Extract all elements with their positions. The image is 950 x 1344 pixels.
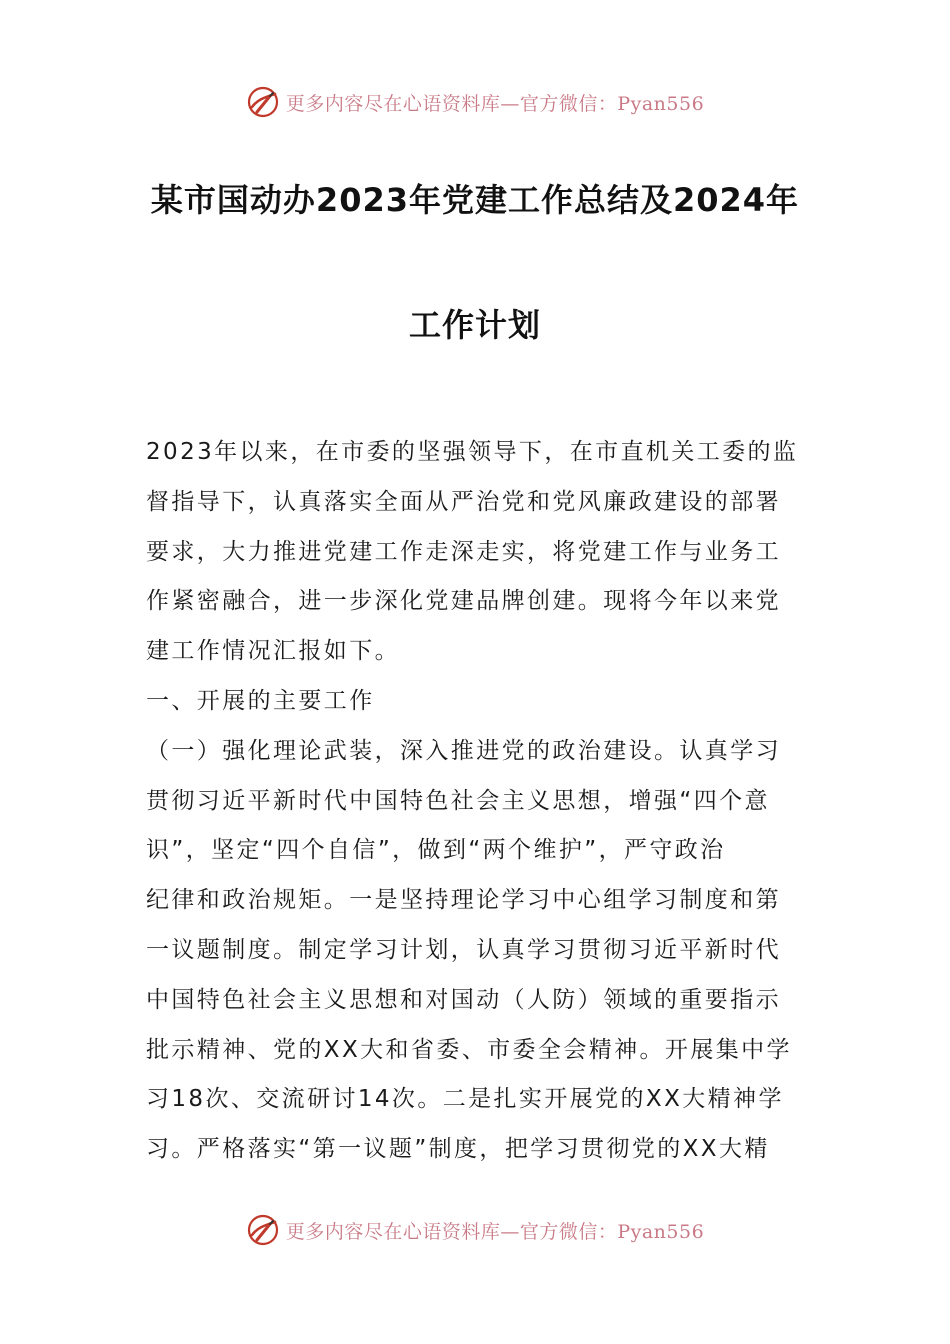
document-title-line1: 某市国动办2023年党建工作总结及2024年 <box>150 181 800 219</box>
document-title-line2: 工作计划 <box>408 306 541 344</box>
section-heading: 一、开展的主要工作 <box>146 687 375 714</box>
header-banner-text: 更多内容尽在心语资料库—官方微信：Pyan556 <box>285 92 705 115</box>
footer-banner-text: 更多内容尽在心语资料库—官方微信：Pyan556 <box>285 1220 705 1243</box>
body-line: 贯彻习近平新时代中国特色社会主义思想，增强“四个意 <box>146 787 770 814</box>
body-line: 中国特色社会主义思想和对国动（人防）领域的重要指示 <box>146 986 781 1013</box>
document-body <box>146 428 806 1175</box>
body-line: 2023年以来，在市委的坚强领导下，在市直机关工委的监 <box>146 439 799 465</box>
body-line: 作紧密融合，进一步深化党建品牌创建。现将今年以来党 <box>146 588 781 615</box>
body-line: 一议题制度。制定学习计划，认真学习贯彻习近平新时代 <box>146 936 781 963</box>
body-line: 督指导下，认真落实全面从严治党和党风廉政建设的部署 <box>146 488 781 515</box>
footer-banner <box>0 1210 950 1250</box>
body-line: 识”，坚定“四个自信”，做到“两个维护”，严守政治 <box>146 837 726 864</box>
body-line: （一）强化理论武装，深入推进党的政治建设。认真学习 <box>146 737 781 764</box>
body-line: 批示精神、党的XX大和省委、市委全会精神。开展集中学 <box>146 1036 792 1063</box>
body-line: 习18次、交流研讨14次。二是扎实开展党的XX大精神学 <box>146 1086 784 1113</box>
pen-ribbon-logo-icon <box>246 85 280 119</box>
body-line: 纪律和政治规矩。一是坚持理论学习中心组学习制度和第 <box>146 887 781 914</box>
body-line: 建工作情况汇报如下。 <box>146 638 400 665</box>
header-banner <box>0 82 950 122</box>
pen-ribbon-logo-icon <box>246 1213 280 1247</box>
body-line: 习。严格落实“第一议题”制度，把学习贯彻党的XX大精 <box>146 1136 770 1163</box>
body-line: 要求，大力推进党建工作走深走实，将党建工作与业务工 <box>146 538 781 565</box>
